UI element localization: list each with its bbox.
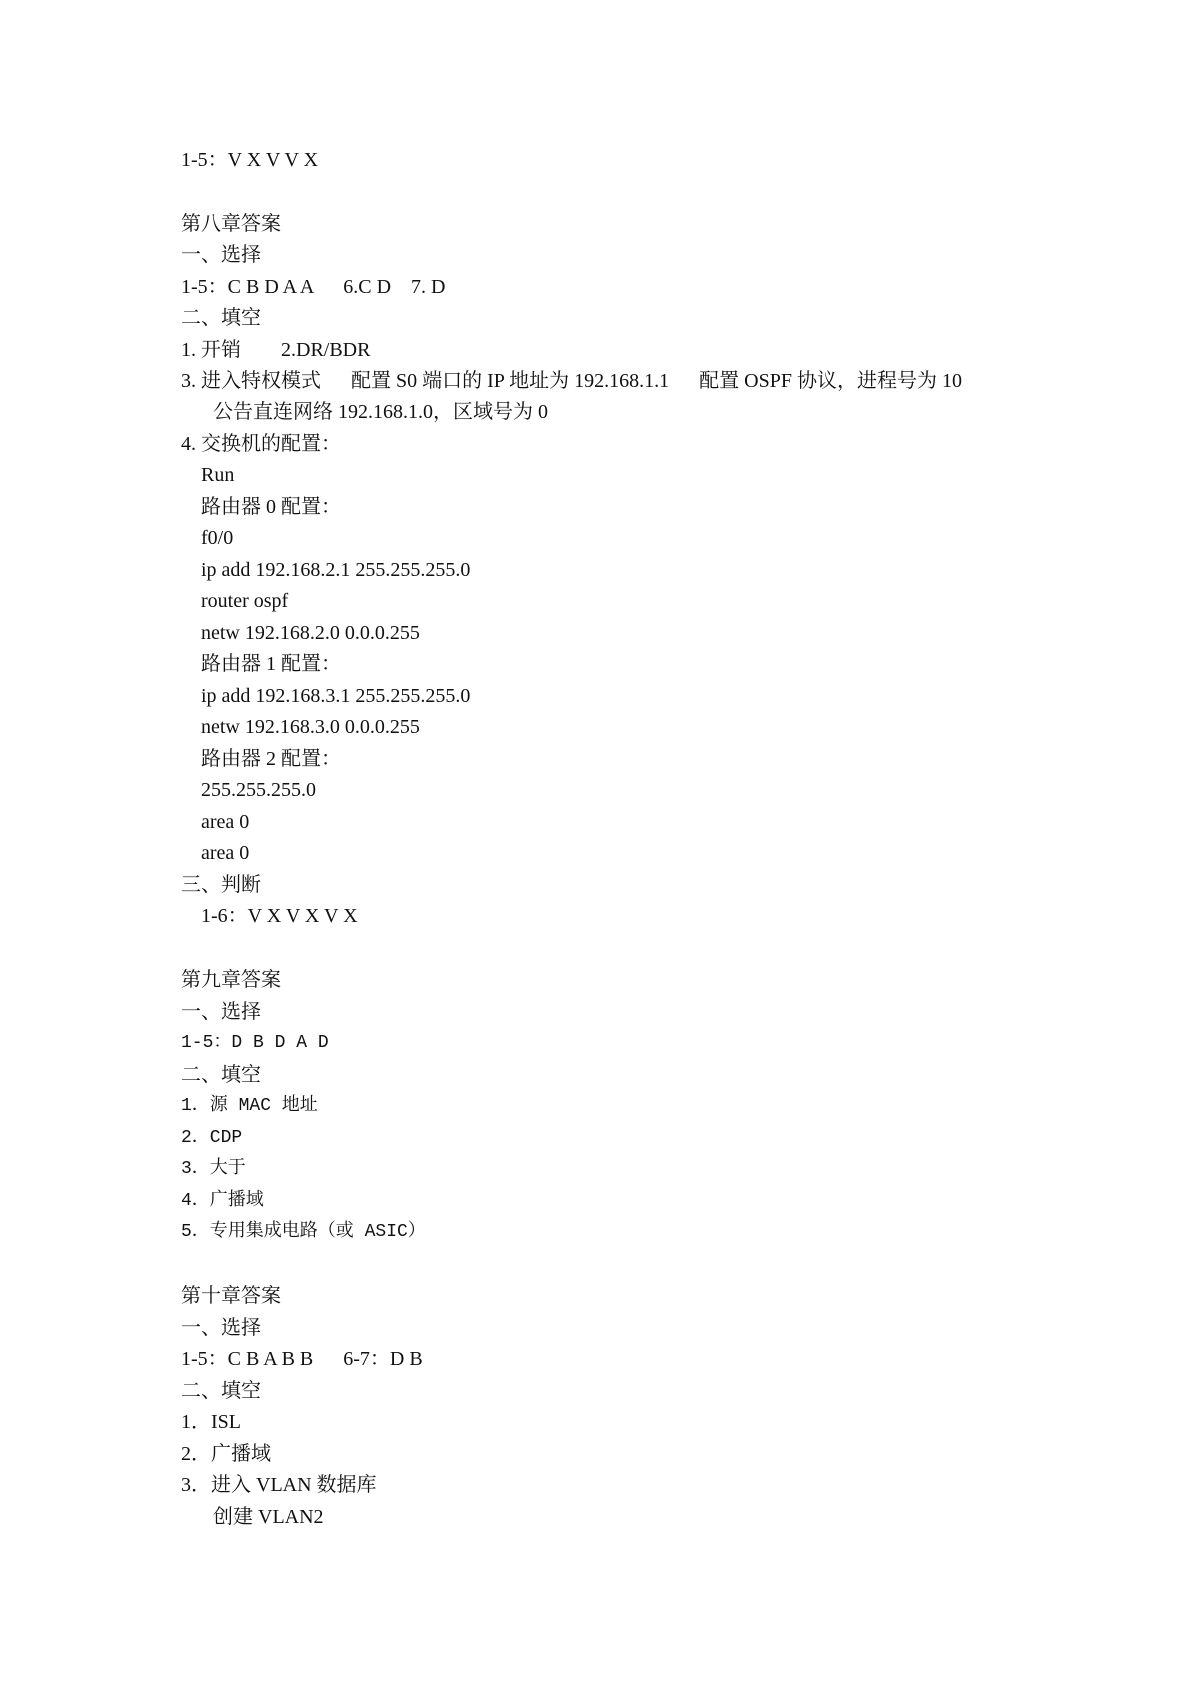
- chapter9-fill-answer: 2．CDP: [181, 1128, 243, 1148]
- chapter10-fill-heading: 二、填空: [181, 1380, 261, 1402]
- chapter9-heading: 第九章答案: [181, 969, 281, 991]
- chapter8-fill-answer-1-2: 1. 开销 2.DR/BDR: [181, 339, 371, 361]
- router0-config-heading: 路由器 0 配置：: [201, 496, 341, 518]
- router1-config-heading: 路由器 1 配置：: [201, 653, 341, 675]
- chapter9-fill-answer: 5．专用集成电路（或 ASIC）: [181, 1222, 426, 1242]
- chapter8-fill-answer-3: 3. 进入特权模式 配置 S0 端口的 IP 地址为 192.168.1.1 配置 OSPF 协议，进程号为 10: [181, 370, 962, 392]
- chapter10-fill-answer: 2．广播域: [181, 1443, 271, 1465]
- chapter10-choice-heading: 一、选择: [181, 1317, 261, 1339]
- config-line: 255.255.255.0: [201, 779, 316, 801]
- chapter7-judgment-answers: 1-5：V X V V X: [181, 149, 319, 171]
- router2-config-heading: 路由器 2 配置：: [201, 748, 341, 770]
- chapter10-fill-answer: 3．进入 VLAN 数据库: [181, 1474, 377, 1496]
- chapter9-choice-heading: 一、选择: [181, 1001, 261, 1023]
- chapter9-fill-answer: 1．源 MAC 地址: [181, 1096, 318, 1116]
- config-line: netw 192.168.2.0 0.0.0.255: [201, 622, 420, 644]
- chapter8-fill-heading: 二、填空: [181, 307, 261, 329]
- chapter8-choice-heading: 一、选择: [181, 244, 261, 266]
- chapter10-choice-answers: 1-5：C B A B B 6-7：D B: [181, 1348, 423, 1370]
- chapter8-fill-answer-3-cont: 公告直连网络 192.168.1.0，区域号为 0: [213, 401, 548, 423]
- config-line: router ospf: [201, 590, 289, 612]
- config-line: area 0: [201, 811, 250, 833]
- chapter8-choice-answers: 1-5：C B D A A 6.C D 7. D: [181, 276, 446, 298]
- config-line: ip add 192.168.3.1 255.255.255.0: [201, 685, 471, 707]
- chapter9-fill-answer: 3．大于: [181, 1159, 246, 1179]
- chapter10-fill-answer: 1．ISL: [181, 1411, 241, 1433]
- chapter8-judgment-heading: 三、判断: [181, 874, 261, 896]
- chapter10-fill-answer-cont: 创建 VLAN2: [213, 1506, 324, 1528]
- config-line: area 0: [201, 842, 250, 864]
- chapter8-judgment-answers: 1-6：V X V X V X: [201, 905, 358, 927]
- chapter9-fill-heading: 二、填空: [181, 1064, 261, 1086]
- config-line: ip add 192.168.2.1 255.255.255.0: [201, 559, 471, 581]
- chapter9-choice-answers: 1-5：D B D A D: [181, 1033, 329, 1053]
- config-line: f0/0: [201, 527, 234, 549]
- chapter8-fill-answer-4: 4. 交换机的配置：: [181, 433, 341, 455]
- config-line: Run: [201, 464, 235, 486]
- chapter10-heading: 第十章答案: [181, 1285, 281, 1307]
- chapter9-fill-answer: 4．广播域: [181, 1191, 264, 1211]
- config-line: netw 192.168.3.0 0.0.0.255: [201, 716, 420, 738]
- chapter8-heading: 第八章答案: [181, 213, 281, 235]
